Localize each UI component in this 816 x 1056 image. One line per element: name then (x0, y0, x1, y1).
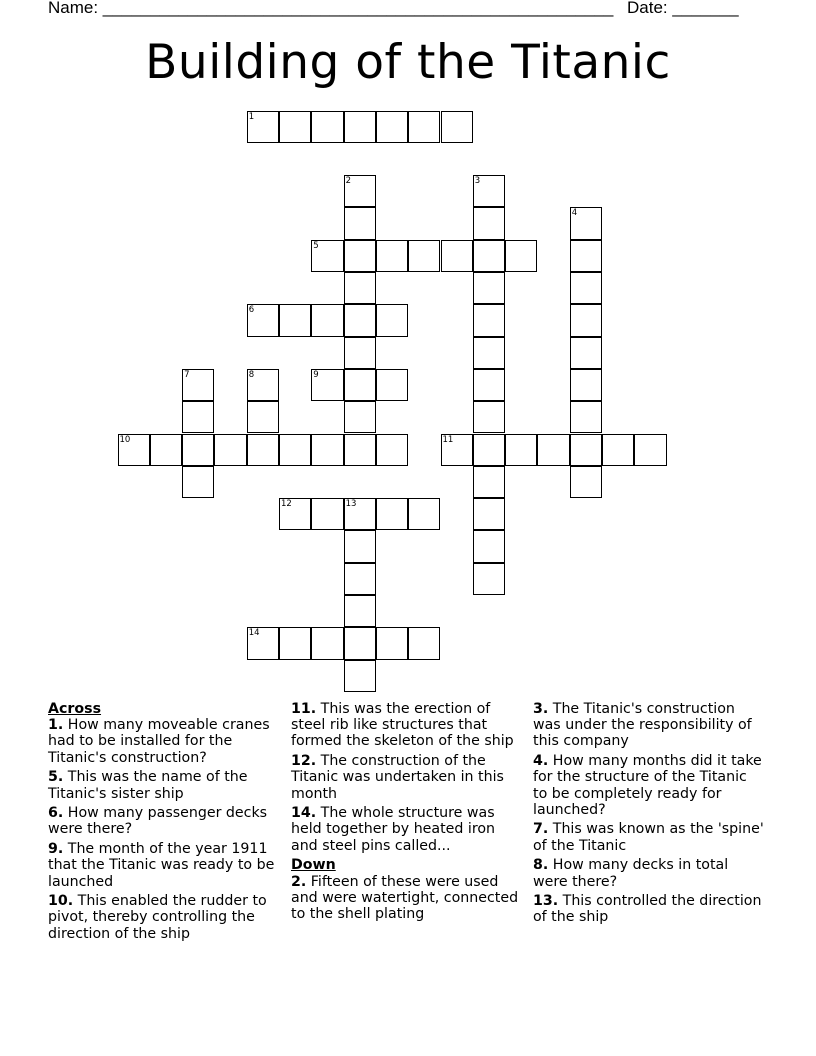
grid-cell[interactable] (376, 240, 408, 272)
clue-item (48, 841, 280, 890)
clue-item-text: This was known as the 'spine' of the Titanic (533, 821, 764, 854)
across-heading: Across (48, 701, 102, 717)
grid-cell[interactable] (344, 207, 376, 239)
grid-cell[interactable] (441, 240, 473, 272)
clue-item-text: The Titanic's construction was under the responsibility of this company (533, 701, 752, 750)
clue-item-text: This controlled the direction of the ship (533, 893, 762, 926)
grid-cell[interactable] (150, 434, 182, 466)
clue-item-text: This was the name of the Titanic's sister ship (48, 769, 248, 802)
grid-cell[interactable] (570, 434, 602, 466)
clue-number-label: 14 (248, 628, 260, 639)
grid-cell[interactable] (570, 304, 602, 336)
clues-column-1 (48, 701, 280, 945)
grid-cell[interactable] (376, 369, 408, 401)
clue-item-number: 9. (48, 841, 64, 858)
clue-item (48, 769, 280, 801)
clue-item-number: 2. (291, 873, 307, 890)
down-clue-list (291, 874, 523, 923)
grid-cell[interactable] (408, 111, 440, 143)
down-clue-list-continued (533, 701, 765, 926)
grid-cell[interactable] (344, 337, 376, 369)
grid-cell[interactable] (344, 401, 376, 433)
clue-item (533, 857, 765, 889)
grid-cell[interactable] (344, 272, 376, 304)
grid-cell[interactable] (473, 498, 505, 530)
grid-cell[interactable] (570, 401, 602, 433)
grid-cell[interactable] (344, 563, 376, 595)
clue-item-text: This was the erection of steel rib like structures that formed the skeleton of the ship (291, 701, 514, 750)
clue-item-number: 10. (48, 893, 74, 910)
clue-number-label: 1 (248, 111, 255, 122)
clue-item (291, 753, 523, 802)
clue-number-label: 13 (345, 499, 357, 510)
clue-item-text: How many moveable cranes had to be installed for the Titanic's construction? (48, 717, 270, 766)
grid-cell[interactable] (570, 466, 602, 498)
grid-cell[interactable] (376, 498, 408, 530)
clue-number-label: 5 (313, 240, 319, 251)
clue-item-text: The whole structure was held together by heated iron and steel pins called... (291, 805, 496, 854)
grid-cell[interactable] (344, 660, 376, 692)
clue-number-label: 2 (345, 176, 352, 187)
grid-cell[interactable] (279, 111, 311, 143)
grid-cell[interactable] (408, 240, 440, 272)
clue-item-number: 1. (48, 717, 64, 734)
clue-number-label: 10 (119, 434, 131, 445)
down-heading: Down (291, 857, 336, 874)
name-field-line[interactable]: Name: ______________________________________________________ (48, 0, 614, 17)
date-field-line[interactable]: Date: _______ (627, 0, 739, 17)
grid-cell[interactable] (344, 595, 376, 627)
grid-cell[interactable] (279, 627, 311, 659)
grid-cell[interactable] (376, 111, 408, 143)
grid-cell[interactable] (473, 369, 505, 401)
grid-cell[interactable] (376, 627, 408, 659)
grid-cell[interactable] (634, 434, 666, 466)
grid-cell[interactable] (505, 434, 537, 466)
grid-cell[interactable] (473, 466, 505, 498)
grid-cell[interactable] (570, 337, 602, 369)
grid-cell[interactable] (473, 530, 505, 562)
clue-item-text: The construction of the Titanic was undertaken in this month (291, 753, 504, 802)
grid-cell[interactable] (570, 272, 602, 304)
grid-cell[interactable] (473, 304, 505, 336)
clue-number-label: 6 (248, 305, 255, 316)
clue-item-text: This enabled the rudder to pivot, thereby controlling the direction of the ship (48, 893, 267, 942)
clues-column-2 (291, 701, 523, 926)
grid-cell[interactable] (344, 627, 376, 659)
clue-item-text: Fifteen of these were used and were watertight, connected to the shell plating (291, 873, 519, 922)
clue-item (48, 717, 280, 766)
clue-item (48, 893, 280, 942)
clues-column-3 (533, 701, 765, 929)
clue-item (533, 893, 765, 925)
grid-cell[interactable] (473, 337, 505, 369)
clue-number-label: 9 (313, 369, 319, 380)
grid-cell[interactable] (473, 563, 505, 595)
grid-cell[interactable] (570, 369, 602, 401)
grid-cell[interactable] (182, 401, 214, 433)
clue-number-label: 7 (184, 369, 190, 380)
grid-cell[interactable] (602, 434, 634, 466)
grid-cell[interactable] (311, 434, 343, 466)
grid-cell[interactable] (311, 111, 343, 143)
clue-item (291, 805, 523, 854)
grid-cell[interactable] (344, 304, 376, 336)
grid-cell[interactable] (570, 240, 602, 272)
grid-cell[interactable] (473, 434, 505, 466)
grid-cell[interactable] (279, 434, 311, 466)
clue-item-number: 7. (533, 821, 549, 838)
page-title: Building of the Titanic (145, 35, 671, 90)
clue-item-number: 3. (533, 701, 549, 717)
clue-item (533, 701, 765, 750)
grid-cell[interactable] (344, 369, 376, 401)
clue-item-number: 13. (533, 893, 559, 910)
clue-item (533, 753, 765, 818)
clue-number-label: 3 (474, 176, 481, 187)
clue-number-label: 8 (248, 369, 255, 380)
grid-cell[interactable] (473, 272, 505, 304)
clue-number-label: 11 (442, 434, 454, 445)
clue-item-text: The month of the year 1911 that the Titanic was ready to be launched (48, 841, 275, 890)
grid-cell[interactable] (279, 304, 311, 336)
grid-cell[interactable] (311, 304, 343, 336)
clue-item (48, 805, 280, 837)
grid-cell[interactable] (247, 434, 279, 466)
clue-item-number: 11. (291, 701, 317, 717)
clue-number-label: 4 (571, 208, 578, 219)
grid-cell[interactable] (344, 530, 376, 562)
grid-cell[interactable] (473, 240, 505, 272)
grid-cell[interactable] (344, 111, 376, 143)
grid-cell[interactable] (376, 434, 408, 466)
clue-item-number: 4. (533, 753, 549, 770)
clue-item-number: 6. (48, 805, 64, 822)
grid-cell[interactable] (376, 304, 408, 336)
clue-item-text: How many decks in total were there? (533, 857, 729, 890)
grid-cell[interactable] (505, 240, 537, 272)
grid-cell[interactable] (344, 434, 376, 466)
clue-number-label: 12 (281, 499, 292, 510)
clue-item-text: How many months did it take for the structure of the Titanic to be completely ready for launched? (533, 753, 762, 818)
clue-item (291, 701, 523, 750)
clue-item-text: How many passenger decks were there? (48, 805, 268, 838)
grid-cell[interactable] (408, 498, 440, 530)
grid-cell[interactable] (537, 434, 569, 466)
clue-item-number: 14. (291, 805, 317, 822)
grid-cell[interactable] (473, 401, 505, 433)
grid-cell[interactable] (441, 111, 473, 143)
clue-item (291, 874, 523, 923)
clue-item-number: 12. (291, 753, 317, 770)
grid-cell[interactable] (182, 434, 214, 466)
grid-cell[interactable] (344, 240, 376, 272)
grid-cell[interactable] (408, 627, 440, 659)
grid-cell[interactable] (473, 207, 505, 239)
grid-cell[interactable] (214, 434, 246, 466)
across-clue-list (48, 717, 280, 942)
clue-item-number: 5. (48, 769, 64, 786)
grid-cell[interactable] (182, 466, 214, 498)
clue-item-number: 8. (533, 857, 549, 874)
clue-item (533, 821, 765, 853)
across-clue-list-continued (291, 701, 523, 854)
grid-cell[interactable] (311, 627, 343, 659)
grid-cell[interactable] (247, 401, 279, 433)
grid-cell[interactable] (311, 498, 343, 530)
